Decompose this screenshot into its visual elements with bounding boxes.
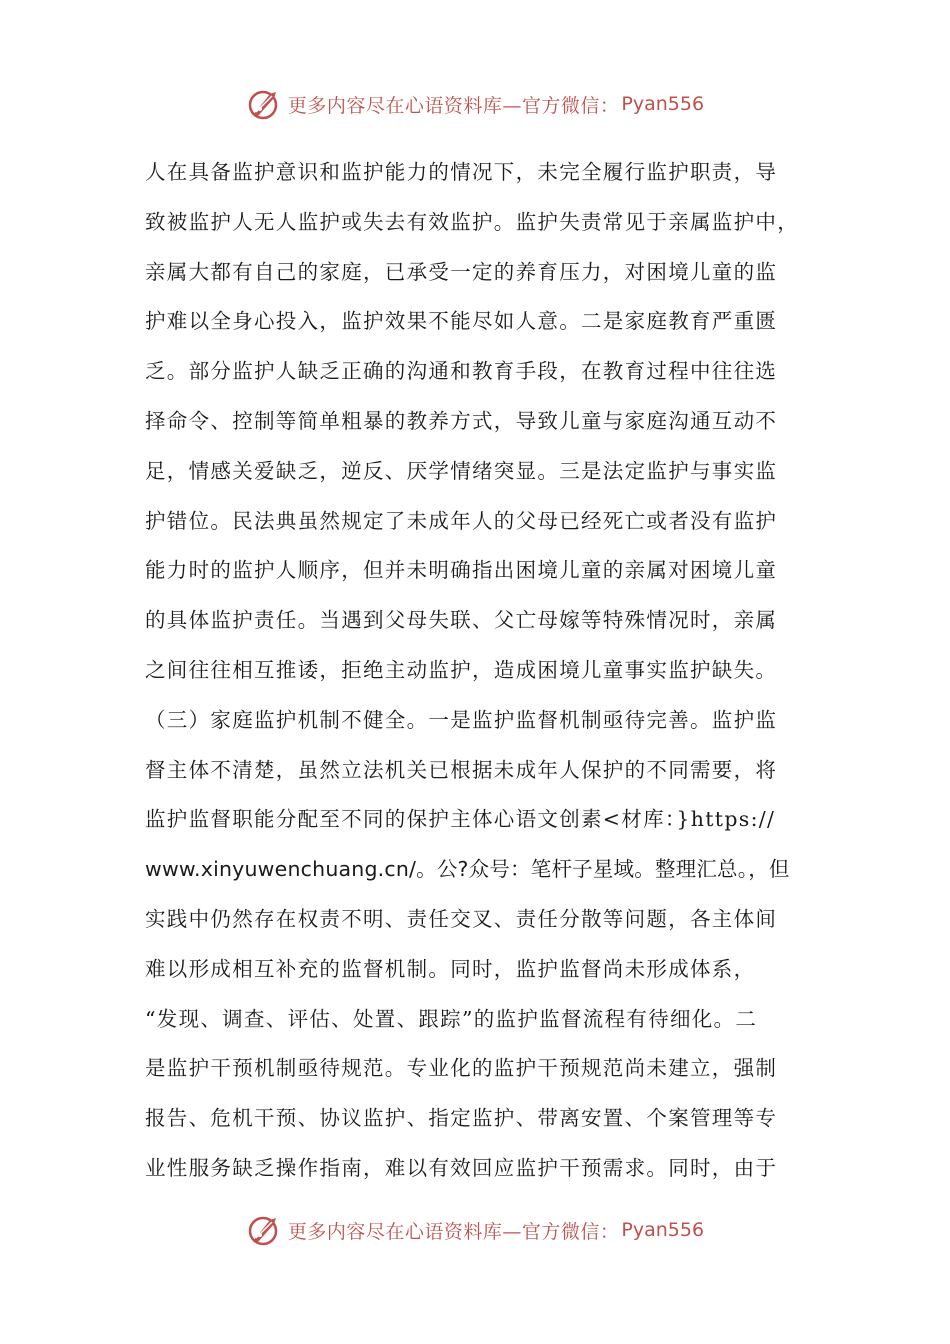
text-line: 难以形成相互补充的监督机制。同时，监护监督尚未形成体系， — [145, 956, 756, 981]
text-line: “发现、调查、评估、处置、跟踪”的监护监督流程有待细化。二 — [145, 1006, 758, 1031]
text-line: 是监护干预机制亟待规范。专业化的监护干预规范尚未建立，强制 — [145, 1056, 778, 1081]
header-banner-id: Pyan556 — [621, 93, 705, 115]
text-line: 业性服务缺乏操作指南，难以有效回应监护干预需求。同时，由于 — [145, 1155, 778, 1180]
document-body — [145, 148, 815, 1194]
text-line: 监护监督职能分配至不同的保护主体心语文创素<材库：}https:// — [145, 807, 776, 832]
pen-nib-logo-icon — [246, 86, 282, 122]
text-line: 护难以全身心投入，监护效果不能尽如人意。二是家庭教育严重匮 — [145, 309, 778, 334]
text-line: 乏。部分监护人缺乏正确的沟通和教育手段，在教育过程中往往选 — [145, 359, 778, 384]
footer-banner-text: 更多内容尽在心语资料库—官方微信： — [287, 1220, 620, 1243]
footer-banner-id: Pyan556 — [621, 1219, 705, 1241]
text-line: 护错位。民法典虽然规定了未成年人的父母已经死亡或者没有监护 — [145, 508, 778, 533]
footer-banner — [0, 1210, 950, 1250]
text-line-url: www.xinyuwenchuang.cn/。公?众号：笔杆子星域。整理汇总。，但 — [145, 857, 790, 882]
text-line: 报告、危机干预、协议监护、指定监护、带离安置、个案管理等专 — [145, 1106, 778, 1131]
text-line: 能力时的监护人顺序，但并未明确指出困境儿童的亲属对困境儿童 — [145, 558, 778, 583]
text-line: 亲属大都有自己的家庭，已承受一定的养育压力，对困境儿童的监 — [145, 259, 778, 284]
text-line: 足，情感关爱缺乏，逆反、厌学情绪突显。三是法定监护与事实监 — [145, 458, 778, 483]
pen-nib-logo-icon — [246, 1212, 282, 1248]
text-line: 择命令、控制等简单粗暴的教养方式，导致儿童与家庭沟通互动不 — [145, 408, 778, 433]
text-line: 实践中仍然存在权责不明、责任交叉、责任分散等问题，各主体间 — [145, 906, 778, 931]
text-line: 人在具备监护意识和监护能力的情况下，未完全履行监护职责，导 — [145, 160, 778, 184]
text-line: 致被监护人无人监护或失去有效监护。监护失责常见于亲属监护中， — [145, 209, 799, 234]
header-banner-text: 更多内容尽在心语资料库—官方微信： — [287, 94, 620, 117]
text-line: 的具体监护责任。当遇到父母失联、父亡母嫁等特殊情况时，亲属 — [145, 608, 778, 633]
section-heading-line: （三）家庭监护机制不健全。一是监护监督机制亟待完善。监护监 — [145, 707, 778, 732]
text-line: 之间往往相互推诿，拒绝主动监护，造成困境儿童事实监护缺失。 — [145, 657, 778, 682]
text-line: 督主体不清楚，虽然立法机关已根据未成年人保护的不同需要，将 — [145, 757, 778, 782]
header-banner — [0, 84, 950, 124]
